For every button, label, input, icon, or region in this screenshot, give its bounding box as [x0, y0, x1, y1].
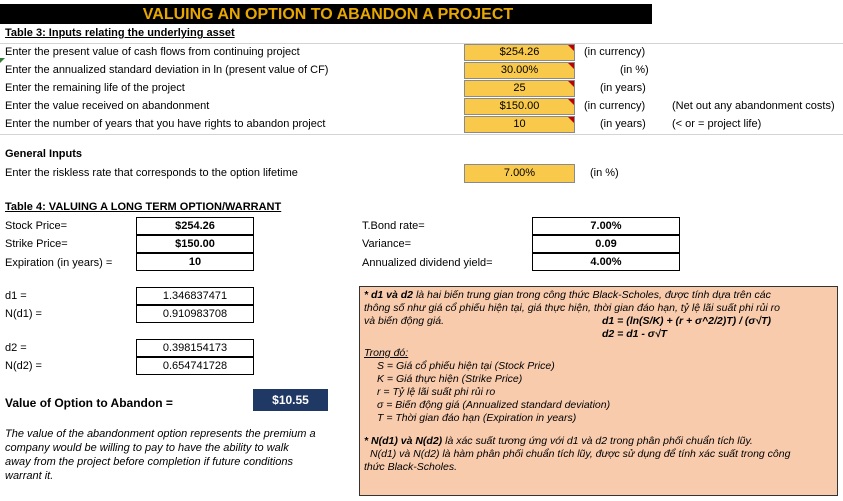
cf-label: Enter the present value of cash flows from continuing project [5, 46, 300, 58]
rights-input[interactable]: 10 [464, 116, 575, 133]
sd-input[interactable]: 30.00% [464, 62, 575, 79]
d1-label: d1 = [5, 290, 27, 302]
d2-value: 0.398154173 [136, 339, 254, 357]
riskless-unit: (in %) [590, 167, 619, 179]
strike-price-label: Strike Price= [5, 238, 68, 250]
table4-heading: Table 4: VALUING A LONG TERM OPTION/WARRANT [5, 201, 282, 213]
life-input[interactable]: 25 [464, 80, 575, 97]
d1-value: 1.346837471 [136, 287, 254, 305]
note-def-k: K = Giá thực hiện (Strike Price) [377, 373, 523, 385]
dividend-label: Annualized dividend yield= [362, 257, 493, 269]
sheet-title: VALUING AN OPTION TO ABANDON A PROJECT [142, 6, 514, 23]
explanation-line-3: away from the project before completion if future conditions [5, 456, 293, 468]
stock-price-value: $254.26 [136, 217, 254, 235]
strike-price-value: $150.00 [136, 235, 254, 253]
note-nd-line-3: thức Black-Scholes. [364, 461, 458, 473]
life-unit: (in years) [600, 82, 646, 94]
rights-label: Enter the number of years that you have rights to abandon project [5, 118, 326, 130]
formula-d2: d2 = d1 - σ√T [602, 328, 667, 340]
life-label: Enter the remaining life of the project [5, 82, 185, 94]
note-def-t: T = Thời gian đáo hạn (Expiration in years) [377, 412, 577, 424]
explanation-line-4: warrant it. [5, 470, 54, 482]
notes-textbox[interactable] [359, 286, 838, 496]
note-line-2: thông số như giá cổ phiếu hiện tại, giá thực hiện, thời gian đáo hạn, tỷ lệ lãi suất phi rủi ro [364, 302, 781, 314]
tbond-value: 7.00% [532, 217, 680, 235]
abandon-unit: (in currency) [584, 100, 646, 112]
explanation-line-1: The value of the abandonment option represents the premium a [5, 428, 316, 440]
rights-note: (< or = project life) [672, 118, 762, 130]
sd-unit: (in %) [620, 64, 649, 76]
cf-unit: (in currency) [584, 46, 646, 58]
nd2-label: N(d2) = [5, 360, 42, 372]
cf-input[interactable]: $254.26 [464, 44, 575, 61]
abandon-note: (Net out any abandonment costs) [672, 100, 835, 112]
riskless-input[interactable]: 7.00% [464, 164, 575, 183]
note-line-3: và biến động giá. d1 = (ln(S/K) + (r + σ^2/2)T) / (σ√T) [364, 315, 772, 327]
note-where: Trong đó: [364, 347, 409, 359]
note-def-r: r = Tỷ lệ lãi suất phi rủi ro [377, 386, 496, 398]
note-def-s: S = Giá cổ phiếu hiện tại (Stock Price) [377, 360, 555, 372]
rights-unit: (in years) [600, 118, 646, 130]
abandon-input[interactable]: $150.00 [464, 98, 575, 115]
note-def-sigma: σ = Biến động giá (Annualized standard deviation) [377, 399, 611, 411]
note-line-4 [364, 328, 833, 341]
nd1-value: 0.910983708 [136, 305, 254, 323]
option-value-result: $10.55 [253, 389, 328, 411]
formula-d1: d1 = (ln(S/K) + (r + σ^2/2)T) / (σ√T) [602, 315, 772, 327]
general-heading: General Inputs [5, 148, 83, 160]
d2-label: d2 = [5, 342, 27, 354]
option-value-label: Value of Option to Abandon = [5, 396, 173, 410]
tbond-label: T.Bond rate= [362, 220, 425, 232]
variance-value: 0.09 [532, 235, 680, 253]
dividend-value: 4.00% [532, 253, 680, 271]
expiration-value: 10 [136, 253, 254, 271]
table3-heading: Table 3: Inputs relating the underlying asset [5, 27, 235, 39]
abandon-label: Enter the value received on abandonment [5, 100, 210, 112]
note-nd-line-2: N(d1) và N(d2) là hàm phân phối chuẩn tích lũy, được sử dụng để tính xác suất trong công [370, 448, 791, 460]
stock-price-label: Stock Price= [5, 220, 68, 232]
nd1-label: N(d1) = [5, 308, 42, 320]
sd-label: Enter the annualized standard deviation in ln (present value of CF) [5, 64, 329, 76]
note-line-1: * d1 và d2 là hai biến trung gian trong công thức Black-Scholes, được tính dựa trên các [364, 289, 771, 301]
nd2-value: 0.654741728 [136, 357, 254, 375]
explanation-line-2: company would be willing to pay to have the ability to walk [5, 442, 289, 454]
variance-label: Variance= [362, 238, 412, 250]
note-nd-line-1: * N(d1) và N(d2) là xác suất tương ứng với d1 và d2 trong phân phối chuẩn tích lũy. [364, 435, 753, 447]
expiration-label: Expiration (in years) = [5, 257, 113, 269]
riskless-label: Enter the riskless rate that corresponds to the option lifetime [5, 167, 298, 179]
